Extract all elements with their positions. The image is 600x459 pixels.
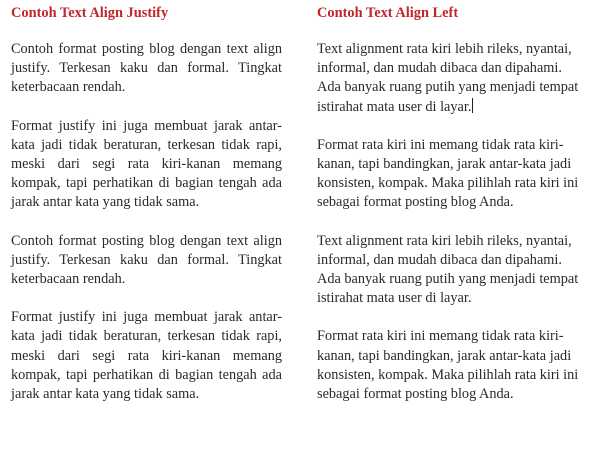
justify-paragraph[interactable]: Contoh format posting blog dengan text align justify. Terkesan kaku dan formal. Tingkat keterbacaan rendah. xyxy=(11,41,282,96)
left-align-paragraph[interactable]: Text alignment rata kiri lebih rileks, nyantai, informal, dan mudah dibaca dan dipahami. Ada banyak ruang putih yang menjadi tempat istirahat mata user di layar. xyxy=(317,232,579,307)
left-align-heading: Contoh Text Align Left xyxy=(317,5,459,21)
justify-paragraph[interactable]: Format justify ini juga membuat jarak antar-kata jadi tidak beraturan, terkesan tidak rapi, meski dari segi rata kiri-kanan memang kompak, tapi perhatikan di bagian tengah ada jarak antar kata yang tidak sama. xyxy=(11,309,282,403)
text-cursor xyxy=(472,98,473,113)
justify-example-column xyxy=(11,4,282,423)
left-align-paragraph-with-caret[interactable] xyxy=(317,40,583,117)
justify-paragraph[interactable]: Format justify ini juga membuat jarak antar-kata jadi tidak beraturan, terkesan tidak rapi, meski dari segi rata kiri-kanan memang kompak, tapi perhatikan di bagian tengah ada jarak antar kata yang tidak sama. xyxy=(11,117,282,211)
left-align-example-column xyxy=(317,4,583,423)
justify-heading: Contoh Text Align Justify xyxy=(11,5,169,21)
left-align-paragraph[interactable]: Format rata kiri ini memang tidak rata kiri-kanan, tapi bandingkan, jarak antar-kata jadi konsisten, kompak. Maka pilihlah rata kiri ini sebagai format posting blog Anda. xyxy=(317,328,579,403)
left-align-paragraph-text[interactable]: Text alignment rata kiri lebih rileks, nyantai, informal, dan mudah dibaca dan dipahami. Ada banyak ruang putih yang menjadi tempat istirahat mata user di layar. xyxy=(317,41,579,115)
justify-paragraph[interactable]: Contoh format posting blog dengan text align justify. Terkesan kaku dan formal. Tingkat keterbacaan rendah. xyxy=(11,232,282,288)
left-align-paragraph[interactable]: Format rata kiri ini memang tidak rata kiri-kanan, tapi bandingkan, jarak antar-kata jadi konsisten, kompak. Maka pilihlah rata kiri ini sebagai format posting blog Anda. xyxy=(317,136,579,211)
